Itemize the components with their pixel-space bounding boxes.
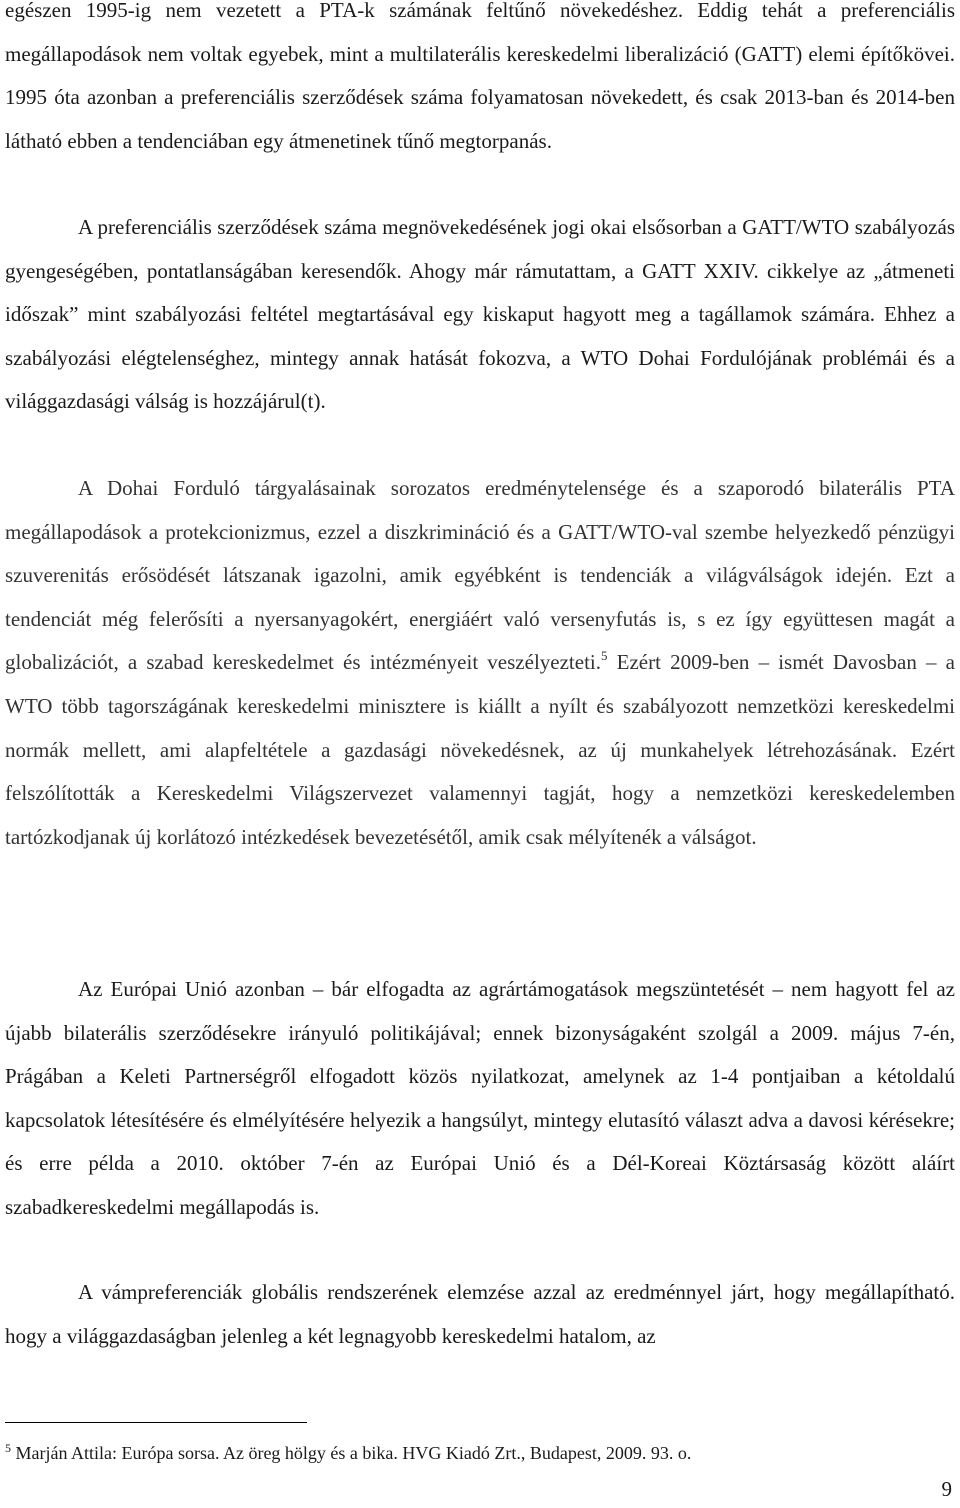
paragraph-2: A preferenciális szerződések száma megnövekedésének jogi okai elsősorban a GATT/WTO szabályozás gyengeségében, pontatlanságában keresendők. Ahogy már rámutattam, a GATT XXIV. cikkelye az „átmeneti időszak” mint szabályozási feltétel megtartásával egy kiskaput hagyott meg a tagállamok számára. Ehhez a szabályozási elégtelenséghez, mintegy annak hatását fokozva, a WTO Dohai Fordulójának problémái és a világgazdasági válság is hozzájárul(t). (5, 215, 955, 414)
footnote-reference: 5 (601, 648, 608, 664)
paragraph-3-text-after: Ezért 2009-ben – ismét Davosban – a WTO több tagországának kereskedelmi minisztere is kiállt a nyílt és szabályozott nemzetközi kereskedelmi normák mellett, ami alapfeltétele a gazdasági növekedésnek, az új munkahelyek létrehozásának. Ezért felszólították a Kereskedelmi Világszervezet valamennyi tagját, hogy a nemzetközi kereskedelemben tartózkodjanak új korlátozó intézkedések bevezetésétől, amik csak mélyítenék a válságot. (5, 650, 955, 849)
paragraph-4: Az Európai Unió azonban – bár elfogadta az agrártámogatások megszüntetését – nem hagyott fel az újabb bilaterális szerződésekre irányuló politikájával; ennek bizonyságaként szolgál a 2009. május 7-én, Prágában a Keleti Partnerségről elfogadott közös nyilatkozat, amelynek az 1-4 pontjaiban a kétoldalú kapcsolatok létesítésére és elmélyítésére helyezik a hangsúlyt, mintegy elutasító választ adva a davosi kérésekre; és erre példa a 2010. október 7-én az Európai Unió és a Dél-Koreai Köztársaság között aláírt szabadkereskedelmi megállapodás is. (5, 977, 955, 1219)
footnote-text: Marján Attila: Európa sorsa. Az öreg hölgy és a bika. HVG Kiadó Zrt., Budapest, 2009. 93. o. (15, 1443, 692, 1463)
footnote (5, 1442, 955, 1464)
footnote-number: 5 (5, 1441, 11, 1455)
paragraph-3-text-before: A Dohai Forduló tárgyalásainak sorozatos eredménytelensége és a szaporodó bilaterális PTA megállapodások a protekcionizmus, ezzel a diszkrimináció és a GATT/WTO-val szembe helyezkedő pénzügyi szuverenitás erősödését látszanak igazolni, amik egyébként is tendenciák a világválságok idején. Ezt a tendenciát még felerősíti a nyersanyagokért, energiáért való versenyfutás is, s ez így együttesen magát a globalizációt, a szabad kereskedelmet és intézményeit veszélyezteti. (5, 476, 955, 675)
paragraph-3 (5, 467, 955, 859)
paragraph-5: A vámpreferenciák globális rendszerének elemzése azzal az eredménnyel járt, hogy megállapítható. hogy a világgazdaságban jelenleg a két legnagyobb kereskedelmi hatalom, az (5, 1280, 955, 1348)
paragraph-1: egészen 1995-ig nem vezetett a PTA-k számának feltűnő növekedéshez. Eddig tehát a preferenciális megállapodások nem voltak egyebek, mint a multilaterális kereskedelmi liberalizáció (GATT) elemi építőkövei. 1995 óta azonban a preferenciális szerződések száma folyamatosan növekedett, és csak 2013-ban és 2014-ben látható ebben a tendenciában egy átmenetinek tűnő megtorpanás. (5, 0, 955, 153)
page-number: 9 (941, 1477, 952, 1501)
footnote-separator (5, 1422, 307, 1423)
